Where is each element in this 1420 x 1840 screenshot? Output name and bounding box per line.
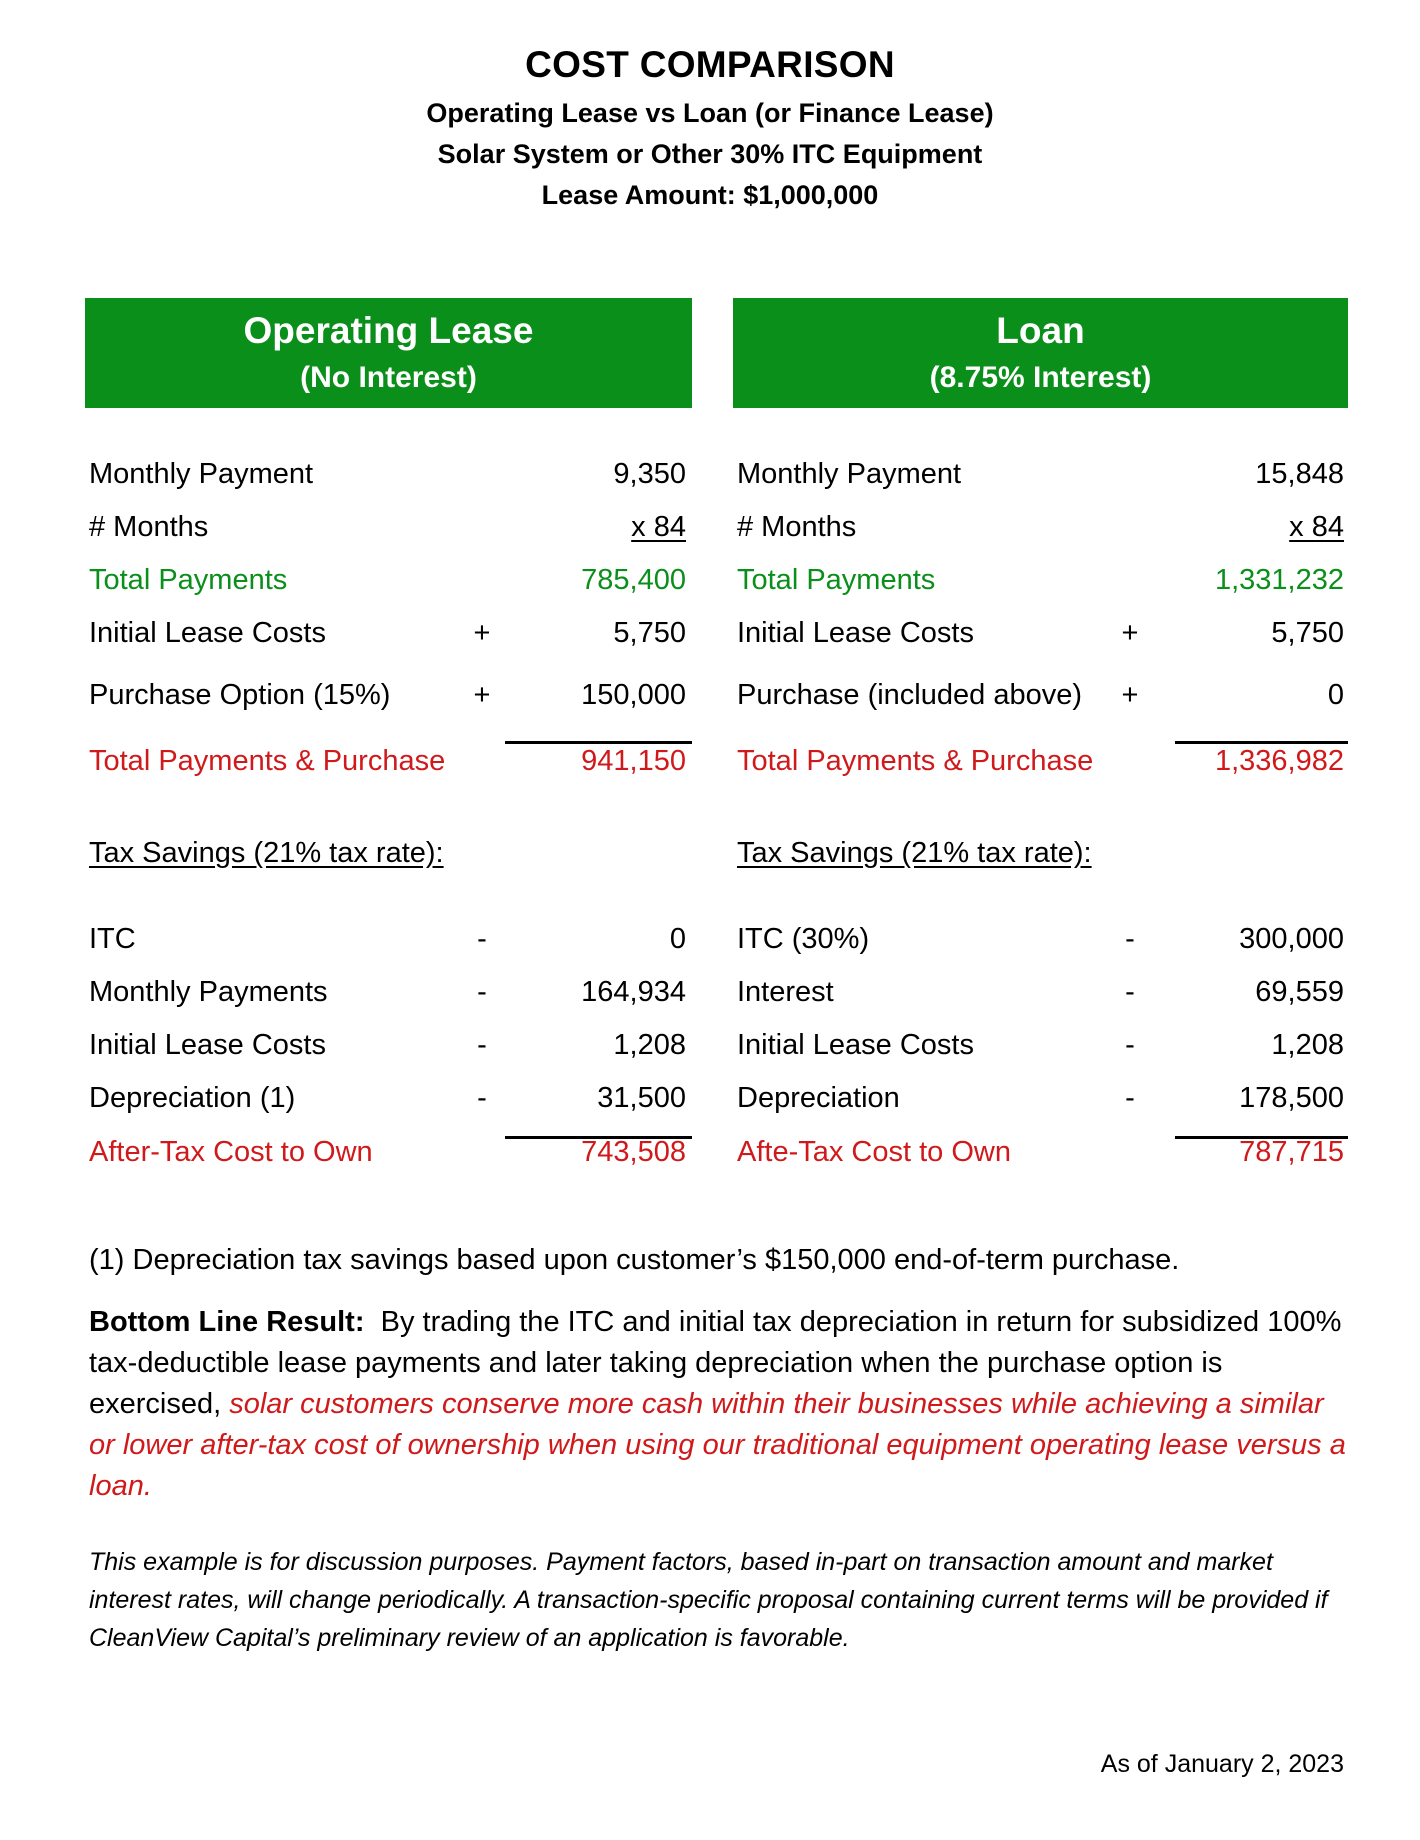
left-total-payments-value: 785,400 xyxy=(581,564,686,596)
left-row-label: Purchase Option (15%) xyxy=(89,679,391,711)
page-title: COST COMPARISON xyxy=(525,44,895,85)
left-tax-operator: - xyxy=(477,976,487,1008)
operating-lease-subheading: (No Interest) xyxy=(300,361,477,394)
left-tax-value: 31,500 xyxy=(597,1082,686,1114)
right-tax-label: Interest xyxy=(737,976,834,1008)
right-row-label: Initial Lease Costs xyxy=(737,617,974,649)
right-tax-operator: - xyxy=(1125,976,1135,1008)
right-row-value: x 84 xyxy=(1289,511,1344,543)
right-tax-operator: - xyxy=(1125,1082,1135,1114)
left-tax-label: ITC xyxy=(89,923,136,955)
bottom-line-paragraph xyxy=(89,1302,1349,1507)
right-tax-operator: - xyxy=(1125,1029,1135,1061)
left-tax-operator: - xyxy=(477,1029,487,1061)
right-tax-value: 69,559 xyxy=(1255,976,1344,1008)
right-tax-value: 178,500 xyxy=(1239,1082,1344,1114)
left-row-label: Initial Lease Costs xyxy=(89,617,326,649)
right-row-label: Purchase (included above) xyxy=(737,679,1082,711)
right-tax-heading: Tax Savings (21% tax rate): xyxy=(737,837,1092,869)
right-total-value: 1,336,982 xyxy=(1214,745,1344,777)
left-row-label: # Months xyxy=(89,511,209,543)
right-tax-label: ITC (30%) xyxy=(737,923,870,955)
left-tax-value: 164,934 xyxy=(581,976,686,1008)
left-row-value: 9,350 xyxy=(613,458,686,490)
right-row-label: Monthly Payment xyxy=(737,458,962,490)
left-row-value: 150,000 xyxy=(581,679,686,711)
bottom-line-label: Bottom Line Result: xyxy=(89,1306,365,1338)
loan-subheading: (8.75% Interest) xyxy=(929,361,1152,394)
subtitle-equipment: Solar System or Other 30% ITC Equipment xyxy=(437,139,983,169)
left-row-value: 5,750 xyxy=(613,617,686,649)
subtitle-comparison: Operating Lease vs Loan (or Finance Lease) xyxy=(426,98,994,128)
right-row-value: 15,848 xyxy=(1255,458,1344,490)
bottom-line-emphasis: solar customers conserve more cash within their businesses while achieving a similar or lower after-tax cost of ownership when using our traditional equipment operating lease versus a loan. xyxy=(89,1388,1346,1502)
right-row-value: 0 xyxy=(1327,679,1344,711)
left-total-payments-label: Total Payments xyxy=(89,564,288,596)
right-tax-label: Depreciation xyxy=(737,1082,900,1114)
right-total-label: Total Payments & Purchase xyxy=(737,745,1094,777)
left-tax-label: Monthly Payments xyxy=(89,976,328,1008)
right-row-value: 5,750 xyxy=(1271,617,1344,649)
right-total-payments-value: 1,331,232 xyxy=(1214,564,1344,596)
right-row-label: # Months xyxy=(737,511,857,543)
bottom-line-text: By trading the ITC and initial tax depreciation in return for subsidized 100% tax-deductible lease payments and later taking depreciation when the purchase option is exercised, xyxy=(89,1306,1342,1420)
disclaimer: This example is for discussion purposes. Payment factors, based in-part on transaction amount and market interest rates, will change periodically. A transaction-specific proposal containing current terms will be provided if CleanView Capital’s preliminary review of an application is favorable. xyxy=(89,1548,1328,1652)
right-after-tax-label: Afte-Tax Cost to Own xyxy=(737,1136,1011,1168)
left-row-label: Monthly Payment xyxy=(89,458,314,490)
right-tax-value: 300,000 xyxy=(1239,923,1344,955)
left-total-label: Total Payments & Purchase xyxy=(89,745,446,777)
loan-header xyxy=(733,298,1348,408)
left-tax-operator: - xyxy=(477,923,487,955)
right-tax-operator: - xyxy=(1125,923,1135,955)
left-tax-label: Depreciation (1) xyxy=(89,1082,296,1114)
right-tax-label: Initial Lease Costs xyxy=(737,1029,974,1061)
left-row-operator: + xyxy=(473,617,491,649)
right-after-tax-value: 787,715 xyxy=(1239,1136,1344,1168)
subtitle-lease-amount: Lease Amount: $1,000,000 xyxy=(541,180,879,210)
as-of-date: As of January 2, 2023 xyxy=(1100,1750,1344,1778)
left-row-operator: + xyxy=(473,679,491,711)
left-total-value: 941,150 xyxy=(581,745,686,777)
depreciation-footnote: (1) Depreciation tax savings based upon customer’s $150,000 end-of-term purchase. xyxy=(89,1244,1180,1276)
operating-lease-heading: Operating Lease xyxy=(243,310,534,351)
left-tax-operator: - xyxy=(477,1082,487,1114)
left-tax-heading: Tax Savings (21% tax rate): xyxy=(89,837,444,869)
right-total-payments-label: Total Payments xyxy=(737,564,936,596)
left-tax-label: Initial Lease Costs xyxy=(89,1029,326,1061)
left-after-tax-value: 743,508 xyxy=(581,1136,686,1168)
left-after-tax-label: After-Tax Cost to Own xyxy=(89,1136,373,1168)
right-row-operator: + xyxy=(1121,679,1139,711)
left-row-value: x 84 xyxy=(631,511,686,543)
operating-lease-header xyxy=(85,298,692,408)
right-row-operator: + xyxy=(1121,617,1139,649)
loan-heading: Loan xyxy=(996,310,1085,351)
left-tax-value: 0 xyxy=(669,923,686,955)
right-tax-value: 1,208 xyxy=(1271,1029,1344,1061)
left-tax-value: 1,208 xyxy=(613,1029,686,1061)
